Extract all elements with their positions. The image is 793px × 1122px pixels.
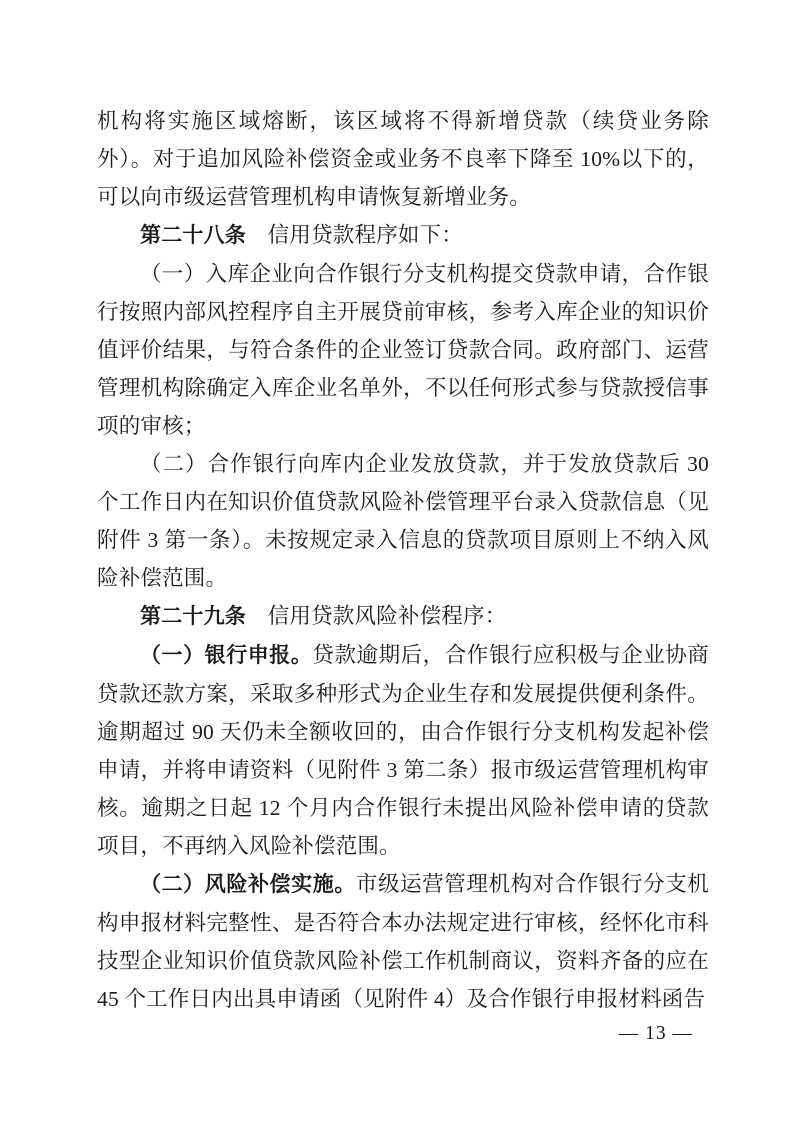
article-29-item-2 <box>97 865 709 1018</box>
body-text: 市级运营管理机构对合作银行分支机构申报材料完整性、是否符合本办法规定进行审核，经怀化市科技型企业知识价值贷款风险补偿工作机制商议，资料齐备的应在 45 个工作日内出具申请函（见附件 4）及合作银行申报材料函告 <box>97 872 710 1011</box>
body-text: 机构将实施区域熔断，该区域将不得新增贷款（续贷业务除外）。对于追加风险补偿资金或业务不良率下降至 10%以下的，可以向市级运营管理机构申请恢复新增业务。 <box>97 109 709 209</box>
bold-lead-text: 第二十八条 <box>140 224 246 247</box>
paragraph-continuation <box>97 102 709 216</box>
bold-lead-text: 第二十九条 <box>140 605 246 628</box>
document-body <box>97 102 709 1018</box>
body-text: （一）入库企业向合作银行分支机构提交贷款申请，合作银行按照内部风控程序自主开展贷前审核，参考入库企业的知识价值评价结果，与符合条件的企业签订贷款合同。政府部门、运营管理机构除确定入库企业名单外，不以任何形式参与贷款授信事项的审核； <box>97 262 709 438</box>
article-28-item-2 <box>97 445 709 597</box>
body-text: 信用贷款程序如下： <box>246 223 464 247</box>
article-28-heading <box>97 216 709 255</box>
article-29-item-1 <box>97 636 709 865</box>
page-number: — 13 — <box>618 1023 693 1044</box>
bold-lead-text: （二）风险补偿实施。 <box>140 873 356 896</box>
article-28-item-1 <box>97 255 709 445</box>
article-29-heading <box>97 597 709 636</box>
body-text: 贷款逾期后，合作银行应积极与企业协商贷款还款方案，采取多种形式为企业生存和发展提供便利条件。逾期超过 90 天仍未全额收回的，由合作银行分支机构发起补偿申请，并将申请资料（见附件 3 第二条）报市级运营管理机构审核。逾期之日起 12 个月内合作银行未提出风险补偿申请的贷款项目，不再纳入风险补偿范围。 <box>97 643 709 858</box>
body-text: （二）合作银行向库内企业发放贷款，并于发放贷款后 30 个工作日内在知识价值贷款风险补偿管理平台录入贷款信息（见附件 3 第一条）。未按规定录入信息的贷款项目原则上不纳入风险补偿范围。 <box>97 452 709 590</box>
bold-lead-text: （一）银行申报。 <box>140 644 313 667</box>
body-text: 信用贷款风险补偿程序： <box>246 604 507 628</box>
